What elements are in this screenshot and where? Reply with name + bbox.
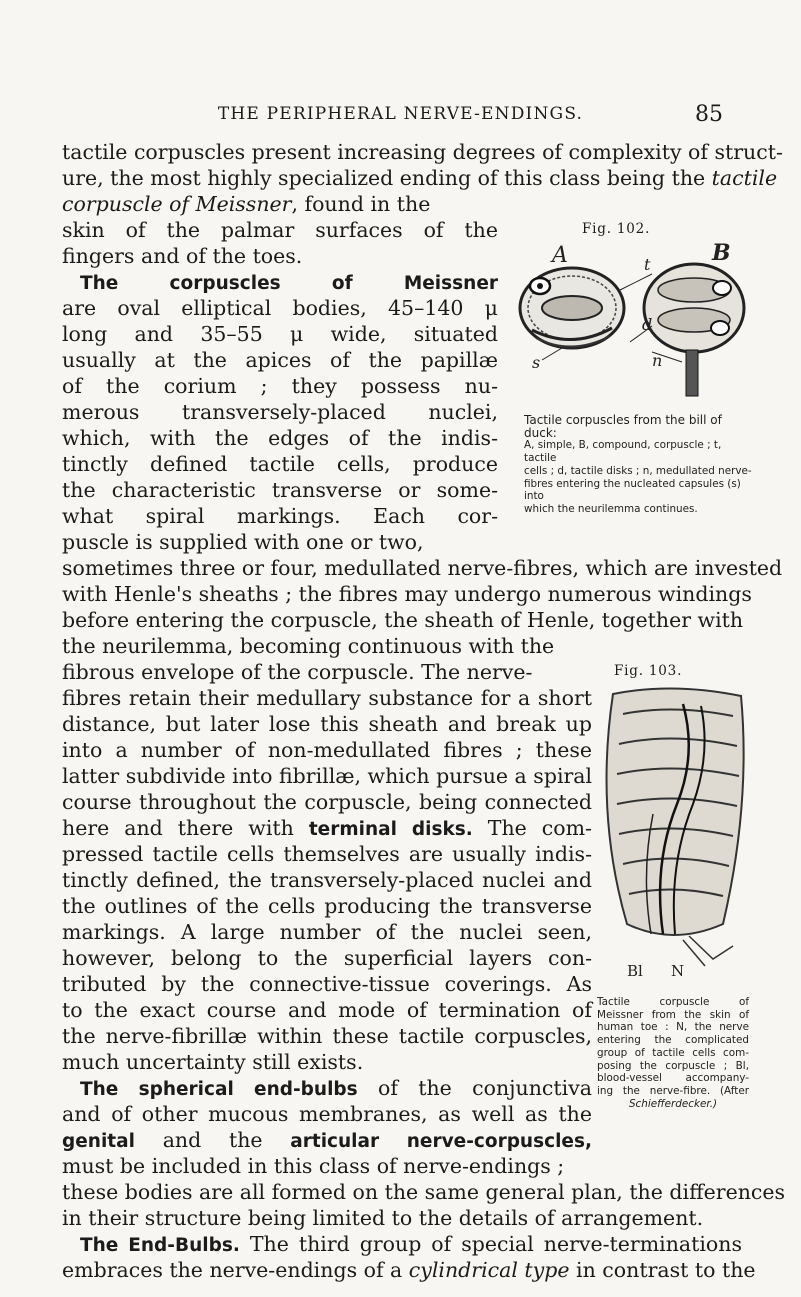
text-line: with Henle's sheaths ; the fibres may undergo numerous windings	[62, 582, 752, 606]
section-heading: The End-Bulbs.	[80, 1235, 240, 1256]
simple-corpuscle	[520, 268, 624, 348]
text-line: pressed tactile cells themselves are usually indis-	[62, 842, 592, 866]
italic-term: corpuscle of Meissner	[62, 192, 292, 216]
text-line: corpuscle of Meissner, found in the	[62, 192, 431, 216]
figure-102-label: Fig. 102.	[582, 221, 651, 237]
text-line: before entering the corpuscle, the sheath of Henle, together with	[62, 608, 744, 632]
page-number: 85	[695, 102, 723, 127]
text-line: The End-Bulbs. The third group of special nerve-terminations	[80, 1232, 742, 1256]
bold-heading-term: terminal disks.	[308, 819, 473, 840]
text-line: into a number of non-medullated fibres ; these	[62, 738, 592, 762]
text-line: skin of the palmar surfaces of the	[62, 218, 498, 242]
text-line: which, with the edges of the indis-	[62, 426, 498, 450]
text-line: long and 35–55 μ wide, situated	[62, 322, 498, 346]
text-line: and of other mucous membranes, as well as the	[62, 1102, 592, 1126]
text-line: however, belong to the superficial layers con-	[62, 946, 592, 970]
text-line: what spiral markings. Each cor-	[62, 504, 498, 528]
text-line: usually at the apices of the papillæ	[62, 348, 498, 372]
text-line: The spherical end-bulbs of the conjunctiva	[80, 1076, 592, 1100]
figure-label-n: n	[652, 351, 663, 370]
text-line: fibres retain their medullary substance for a short	[62, 686, 592, 710]
text-line: latter subdivide into fibrillæ, which pursue a spiral	[62, 764, 593, 788]
text-line: much uncertainty still exists.	[62, 1050, 364, 1074]
text-line: sometimes three or four, medullated nerve-fibres, which are invested	[62, 556, 783, 580]
text-line: the outlines of the cells producing the transverse	[62, 894, 592, 918]
figure-103-label: Fig. 103.	[614, 663, 683, 679]
text-line: of the corium ; they possess nu-	[62, 374, 498, 398]
figure-103-illustration	[593, 684, 751, 984]
text-line: the neurilemma, becoming continuous with the	[62, 634, 555, 658]
text-line: tributed by the connective-tissue coverings. As	[62, 972, 592, 996]
text-line: course throughout the corpuscle, being connected	[62, 790, 592, 814]
text-line: puscle is supplied with one or two,	[62, 530, 424, 554]
figure-103-caption: Tactile corpuscle of Meissner from the skin of human toe : N, the nerve entering the complicated group of tactile cells com- posing the corpuscle ; Bl, blood-vessel accompany- ing the nerve-fibre. (After Schiefferdecker.)	[597, 996, 749, 1110]
text-line: merous transversely-placed nuclei,	[62, 400, 498, 424]
italic-term: tactile	[711, 166, 778, 190]
italic-term: cylindrical type	[408, 1258, 570, 1282]
text-line: the characteristic transverse or some-	[62, 478, 498, 502]
text-line: tactile corpuscles present increasing degrees of complexity of struct-	[62, 140, 783, 164]
figure-102-illustration	[512, 238, 752, 400]
bold-heading-term: articular nerve-corpuscles,	[290, 1131, 593, 1152]
figure-label-bl: Bl	[627, 962, 643, 980]
text-line: in their structure being limited to the details of arrangement.	[62, 1206, 704, 1230]
text-line: here and there with terminal disks. The com-	[62, 816, 592, 840]
figure-label-a: A	[552, 243, 568, 268]
text-line: tinctly defined tactile cells, produce	[62, 452, 498, 476]
bold-heading-term: genital	[62, 1131, 135, 1152]
meissner-corpuscle	[607, 688, 744, 966]
text-line: the nerve-fibrillæ within these tactile corpuscles,	[62, 1024, 592, 1048]
bold-heading-term: The corpuscles of Meissner	[80, 273, 498, 294]
text-line: are oval elliptical bodies, 45–140 μ	[62, 296, 498, 320]
text-line: genital and the articular nerve-corpuscles,	[62, 1128, 593, 1152]
figure-label-t: t	[644, 255, 651, 274]
text-line: ure, the most highly specialized ending of this class being the tactile	[62, 166, 778, 190]
text-line: these bodies are all formed on the same general plan, the differences	[62, 1180, 786, 1204]
running-head: THE PERIPHERAL NERVE-ENDINGS.	[217, 104, 584, 124]
text-line: embraces the nerve-endings of a cylindrical type in contrast to the	[62, 1258, 756, 1282]
text-line: must be included in this class of nerve-endings ;	[62, 1154, 565, 1178]
figure-label-s: s	[532, 353, 541, 372]
text-line: tinctly defined, the transversely-placed nuclei and	[62, 868, 592, 892]
text-line: distance, but later lose this sheath and break up	[62, 712, 592, 736]
text-line: fibrous envelope of the corpuscle. The nerve-	[62, 660, 533, 684]
text-line	[62, 269, 498, 297]
figure-label-b: B	[712, 240, 731, 266]
bold-heading-term: The spherical end-bulbs	[80, 1079, 358, 1100]
compound-corpuscle	[644, 264, 744, 396]
text-line: fingers and of the toes.	[62, 244, 303, 268]
text-line: to the exact course and mode of termination of	[62, 998, 592, 1022]
figure-label-n: N	[671, 962, 685, 980]
figure-label-d: d	[642, 315, 653, 334]
figure-102-caption: Tactile corpuscles from the bill of duck: A, simple, B, compound, corpuscle ; t, tactile cells ; d, tactile disks ; n, medullated nerve- fibres entering the nucleated capsules (s) into which the neurilemma continues.	[524, 413, 752, 515]
text-line: markings. A large number of the nuclei seen,	[62, 920, 592, 944]
